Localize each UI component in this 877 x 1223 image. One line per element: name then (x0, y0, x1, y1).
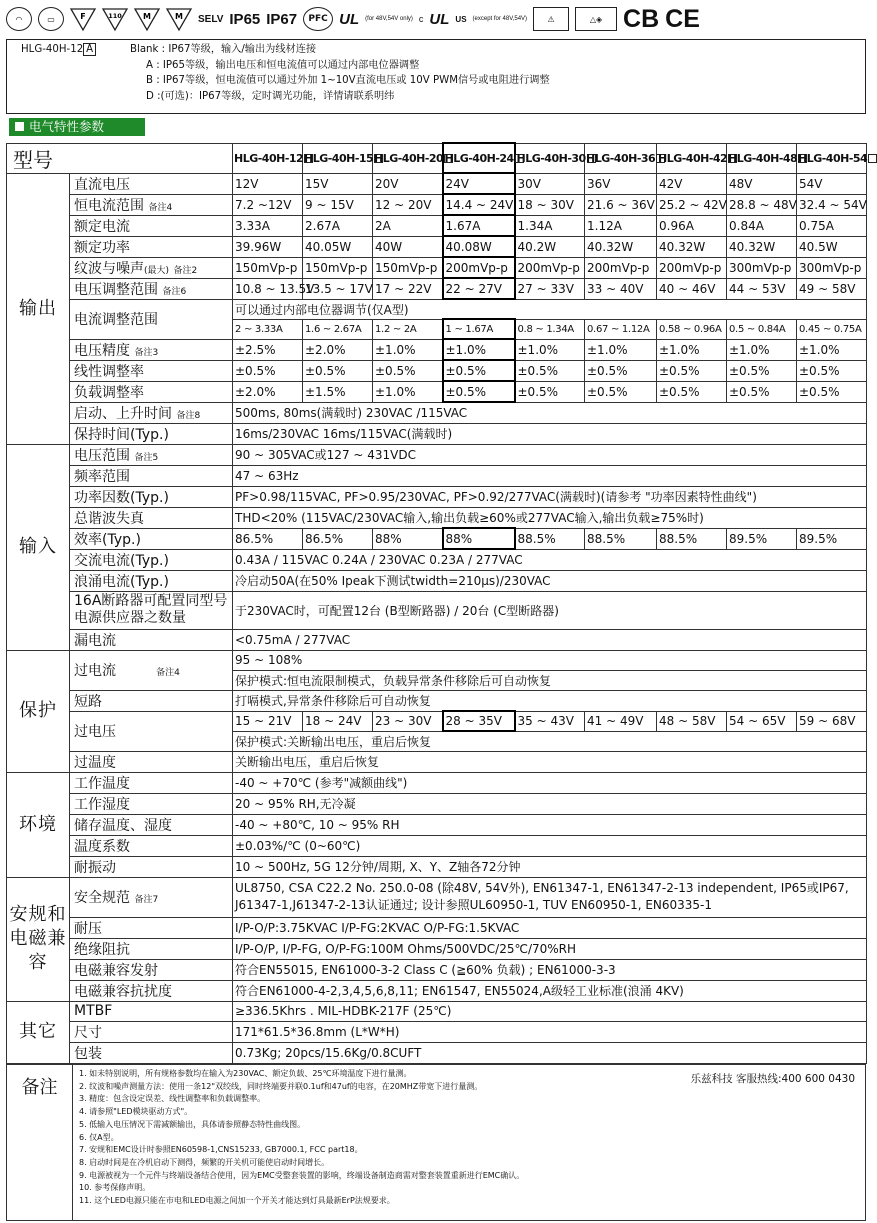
cul-us: US (455, 14, 467, 24)
value-cell: 86.5% (233, 528, 303, 549)
value-cell: 20 ~ 95% RH,无冷凝 (233, 793, 867, 814)
value-cell: ±0.5% (443, 360, 515, 381)
param-label: 纹波与噪声(最大) 备注2 (70, 257, 233, 278)
note-item: 9. 电源被视为一个元件与终端设备结合使用，因为EMC受整套装置的影响，终端设备制造商需对整套装置重新进行EMC确认。 (79, 1170, 525, 1180)
value-cell: 23 ~ 30V (373, 711, 443, 731)
param-label: 漏电流 (70, 629, 233, 650)
value-cell: 33 ~ 40V (585, 278, 657, 299)
table-row (7, 1021, 867, 1042)
110-mark-text: 110 (108, 12, 122, 20)
value-cell: 14.4 ~ 24V (443, 194, 515, 215)
model-box (868, 154, 877, 163)
param-label: 额定电流 (70, 215, 233, 236)
value-cell: 24V (443, 173, 515, 194)
value-cell: ±0.5% (443, 381, 515, 402)
value-cell: 90 ~ 305VAC或127 ~ 431VDC (233, 444, 867, 465)
value-cell: ±0.5% (303, 360, 373, 381)
value-cell: 30V (515, 173, 585, 194)
pfc-icon: PFC (303, 7, 333, 31)
value-cell: 54V (797, 173, 867, 194)
value-cell: 150mVp-p (233, 257, 303, 278)
option-model: HLG-40H-12 (21, 44, 84, 55)
value-cell: 89.5% (727, 528, 797, 549)
param-label: 功率因数(Typ.) (70, 486, 233, 507)
ip67-label: IP67 (266, 10, 298, 28)
value-cell: 0.67 ~ 1.12A (585, 319, 657, 339)
table-cell (797, 143, 867, 173)
value-cell: ±1.0% (515, 339, 585, 360)
value-cell: 0.84A (727, 215, 797, 236)
ul-logo: UL (339, 10, 360, 28)
param-label: 频率范围 (70, 465, 233, 486)
table-cell (303, 143, 373, 173)
value-cell: 88% (443, 528, 515, 549)
value-cell: 40W (373, 236, 443, 257)
model-options (6, 39, 866, 114)
value-cell: 2A (373, 215, 443, 236)
value-cell: 打嗝模式,异常条件移除后可自动恢复 (233, 690, 867, 711)
section-title: 电气特性参数 (9, 118, 145, 136)
option-line: A : IP65等级，输出电压和恒电流值可以通过内部电位器调整 (146, 59, 420, 71)
triangle-diamond-icon: △◈ (575, 7, 617, 31)
model-label: 型号 (7, 143, 233, 173)
param-label: 过电压 (70, 711, 233, 751)
value-cell: 0.96A (657, 215, 727, 236)
group-safety: 安规和电磁兼容 (7, 877, 70, 1001)
value-cell: 保护模式:关断输出电压，重启后恢复 (233, 731, 867, 751)
table-row (7, 278, 867, 299)
value-cell: 18 ~ 30V (515, 194, 585, 215)
selv-label: SELV (198, 13, 224, 25)
table-row (7, 549, 867, 570)
value-cell: 保护模式:恒电流限制模式，负载异常条件移除后可自动恢复 (233, 670, 867, 690)
table-row (7, 938, 867, 959)
value-cell: ±0.5% (515, 381, 585, 402)
value-cell: 39.96W (233, 236, 303, 257)
value-cell: ±0.5% (373, 360, 443, 381)
table-row (7, 877, 867, 917)
value-cell: 16ms/230VAC 16ms/115VAC(满载时) (233, 423, 867, 444)
cul-logo: UL (429, 10, 450, 28)
value-cell: 300mVp-p (727, 257, 797, 278)
value-cell: 12V (233, 173, 303, 194)
param-label: 电流调整范围 (70, 299, 233, 339)
model-name: HLG-40H-42 (658, 151, 728, 165)
param-label: 启动、上升时间 备注8 (70, 402, 233, 423)
value-cell: 28 ~ 35V (443, 711, 515, 731)
notes-list (79, 1068, 524, 1208)
param-label: 工作温度 (70, 772, 233, 793)
value-cell: PF>0.98/115VAC, PF>0.95/230VAC, PF>0.92/277VAC(满载时)(请参考 "功率因素特性曲线") (233, 486, 867, 507)
value-cell: 88.5% (585, 528, 657, 549)
table-row (7, 959, 867, 980)
value-cell: ±0.5% (797, 381, 867, 402)
param-label: 耐压 (70, 917, 233, 938)
mm-mark-text: M (175, 12, 183, 21)
param-label: 总谐波失真 (70, 507, 233, 528)
model-row (7, 143, 867, 173)
value-cell: 于230VAC时，可配置12台 (B型断路器) / 20台 (C型断路器) (233, 591, 867, 629)
value-cell: ±0.5% (727, 360, 797, 381)
value-cell: 25.2 ~ 42V (657, 194, 727, 215)
value-cell: 可以通过内部电位器调节(仅A型) (233, 299, 867, 319)
table-row (7, 486, 867, 507)
note-item: 1. 如未特别说明，所有规格参数均在输入为230VAC、额定负载、25℃环境温度下进行量测。 (79, 1069, 412, 1078)
value-cell: 28.8 ~ 48V (727, 194, 797, 215)
gs-mark-icon: ⚠ (533, 7, 569, 31)
table-row (7, 360, 867, 381)
table-row (7, 423, 867, 444)
value-cell: I/P-O/P, I/P-FG, O/P-FG:100M Ohms/500VDC/25℃/70%RH (233, 938, 867, 959)
table-row (7, 650, 867, 670)
value-cell: ±0.5% (797, 360, 867, 381)
param-label: 温度系数 (70, 835, 233, 856)
note-item: 7. 安规和EMC设计时参照EN60598-1,CNS15233, GB7000.1, FCC part18。 (79, 1145, 363, 1155)
param-label: 电压范围 备注5 (70, 444, 233, 465)
value-cell: 95 ~ 108% (233, 650, 867, 670)
table-row (7, 507, 867, 528)
param-label: 负载调整率 (70, 381, 233, 402)
table-row (7, 980, 867, 1001)
value-cell: 0.73Kg; 20pcs/15.6Kg/0.8CUFT (233, 1042, 867, 1063)
value-cell: 41 ~ 49V (585, 711, 657, 731)
note-item: 6. 仅A型。 (79, 1132, 119, 1142)
table-cell (585, 143, 657, 173)
model-name: HLG-40H-54 (798, 151, 868, 165)
value-cell: 0.58 ~ 0.96A (657, 319, 727, 339)
value-cell: 48 ~ 58V (657, 711, 727, 731)
value-cell: 40.32W (657, 236, 727, 257)
value-cell: 22 ~ 27V (443, 278, 515, 299)
value-cell: ±1.0% (727, 339, 797, 360)
value-cell: 200mVp-p (515, 257, 585, 278)
value-cell: ±0.03%/℃ (0~60℃) (233, 835, 867, 856)
value-cell: 40.32W (727, 236, 797, 257)
value-cell: 47 ~ 63Hz (233, 465, 867, 486)
value-cell: I/P-O/P:3.75KVAC I/P-FG:2KVAC O/P-FG:1.5KVAC (233, 917, 867, 938)
table-cell (515, 143, 585, 173)
param-label: 包装 (70, 1042, 233, 1063)
value-cell: 1.67A (443, 215, 515, 236)
ce-logo: CE (665, 4, 700, 33)
value-cell: 40.32W (585, 236, 657, 257)
value-cell: ±1.5% (303, 381, 373, 402)
value-cell: ±0.5% (233, 360, 303, 381)
param-label: MTBF (70, 1001, 233, 1021)
table-row (7, 711, 867, 731)
note-item: 10. 参考保修声明。 (79, 1183, 151, 1193)
group-protection: 保护 (7, 650, 70, 772)
value-cell: 冷启动50A(在50% Ipeak下测试twidth=210μs)/230VAC (233, 570, 867, 591)
enclosure-icon: ▭ (38, 7, 64, 31)
value-cell: ±0.5% (727, 381, 797, 402)
table-row (7, 1001, 867, 1021)
note-item: 8. 启动时间是在冷机启动下测得，频繁的开关机可能使启动时间增长。 (79, 1157, 330, 1167)
param-label: 电压调整范围 备注6 (70, 278, 233, 299)
table-row (7, 528, 867, 549)
mm-mark-icon (166, 7, 192, 31)
group-environment: 环境 (7, 772, 70, 877)
table-row (7, 173, 867, 194)
110-mark-icon (102, 7, 128, 31)
table-row (7, 751, 867, 772)
table-row (7, 570, 867, 591)
value-cell: 1 ~ 1.67A (443, 319, 515, 339)
value-cell: ±1.0% (373, 339, 443, 360)
param-label: 额定功率 (70, 236, 233, 257)
value-cell: 88% (373, 528, 443, 549)
option-model-box: A (83, 43, 96, 56)
value-cell: -40 ~ +80℃, 10 ~ 95% RH (233, 814, 867, 835)
m-mark-icon (134, 7, 160, 31)
value-cell: 13.5 ~ 17V (303, 278, 373, 299)
param-label: 尺寸 (70, 1021, 233, 1042)
value-cell: 88.5% (515, 528, 585, 549)
cul-c: c (418, 14, 424, 24)
note-item: 3. 精度：包含设定误差、线性调整率和负载调整率。 (79, 1094, 266, 1104)
value-cell: 150mVp-p (373, 257, 443, 278)
square-bullet-icon (15, 122, 24, 131)
param-label: 交流电流(Typ.) (70, 549, 233, 570)
param-label: 安全规范 备注7 (70, 877, 233, 917)
model-name: HLG-40H-36 (586, 151, 656, 165)
value-cell: 10.8 ~ 13.5V (233, 278, 303, 299)
value-cell: 200mVp-p (657, 257, 727, 278)
value-cell: 171*61.5*36.8mm (L*W*H) (233, 1021, 867, 1042)
param-label: 保持时间(Typ.) (70, 423, 233, 444)
hotline: 乐兹科技 客服热线:400 600 0430 (690, 1073, 855, 1085)
note-item: 11. 这个LED电源只能在市电和LED电源之间加一个开关才能达到灯具最新ErP法规要求。 (79, 1196, 395, 1206)
f-mark-text: F (80, 12, 86, 21)
table-row (7, 257, 867, 278)
value-cell: 40.05W (303, 236, 373, 257)
note-item: 2. 纹波和噪声测量方法：使用一条12"双绞线，同时终端要并联0.1uf和47uf的电容，在20MHZ带宽下进行量测。 (79, 1081, 483, 1091)
value-cell: 0.5 ~ 0.84A (727, 319, 797, 339)
param-label: 效率(Typ.) (70, 528, 233, 549)
value-cell: ±1.0% (585, 339, 657, 360)
notes-label: 备注 (7, 1065, 73, 1220)
param-label: 电磁兼容抗扰度 (70, 980, 233, 1001)
value-cell: 9 ~ 15V (303, 194, 373, 215)
value-cell: THD<20% (115VAC/230VAC输入,输出负载≥60%或277VAC输入,输出负载≥75%时) (233, 507, 867, 528)
group-output: 输出 (7, 173, 70, 444)
param-label: 绝缘阻抗 (70, 938, 233, 959)
param-label: 浪涌电流(Typ.) (70, 570, 233, 591)
table-row (7, 339, 867, 360)
table-row (7, 835, 867, 856)
table-cell (443, 143, 515, 173)
param-label: 直流电压 (70, 173, 233, 194)
value-cell: 86.5% (303, 528, 373, 549)
table-row (7, 1042, 867, 1063)
param-label: 过温度 (70, 751, 233, 772)
value-cell: UL8750, CSA C22.2 No. 250.0-08 (除48V, 54V外), EN61347-1, EN61347-2-13 independent, IP65或IP67, J61347-1,J61347-2-13认证通过; 设计参照UL60950-1, TUV EN60950-1, EN60335-1 (233, 877, 867, 917)
m-mark-text: M (143, 12, 151, 21)
value-cell: 12 ~ 20V (373, 194, 443, 215)
option-line: D :(可选)：IP67等级，定时调光功能，详情请联系明纬 (146, 90, 395, 102)
value-cell: ±0.5% (515, 360, 585, 381)
value-cell: 150mVp-p (303, 257, 373, 278)
value-cell: ±2.0% (303, 339, 373, 360)
value-cell: ±0.5% (585, 360, 657, 381)
table-row (7, 444, 867, 465)
group-input: 输入 (7, 444, 70, 650)
table-row (7, 465, 867, 486)
value-cell: 21.6 ~ 36V (585, 194, 657, 215)
table-row (7, 194, 867, 215)
table-row (7, 402, 867, 423)
value-cell: 10 ~ 500Hz, 5G 12分钟/周期, X、Y、Z轴各72分钟 (233, 856, 867, 877)
table-row (7, 856, 867, 877)
value-cell: 27 ~ 33V (515, 278, 585, 299)
table-cell (727, 143, 797, 173)
value-cell: ±2.5% (233, 339, 303, 360)
table-cell (233, 143, 303, 173)
safety-mark-icon: ◠ (6, 7, 32, 31)
param-label: 过电流 备注4 (70, 650, 233, 690)
param-label: 线性调整率 (70, 360, 233, 381)
model-name: HLG-40H-24 (444, 151, 514, 165)
value-cell: 32.4 ~ 54V (797, 194, 867, 215)
value-cell: 1.34A (515, 215, 585, 236)
value-cell: 300mVp-p (797, 257, 867, 278)
model-name: HLG-40H-30 (516, 151, 586, 165)
value-cell: ±2.0% (233, 381, 303, 402)
value-cell: 2 ~ 3.33A (233, 319, 303, 339)
table-row (7, 690, 867, 711)
value-cell: 0.43A / 115VAC 0.24A / 230VAC 0.23A / 277VAC (233, 549, 867, 570)
value-cell: 48V (727, 173, 797, 194)
note-item: 5. 低输入电压情况下需减额输出，具体请参照静态特性曲线图。 (79, 1119, 306, 1129)
value-cell: 1.6 ~ 2.67A (303, 319, 373, 339)
table-cell (657, 143, 727, 173)
param-label: 耐振动 (70, 856, 233, 877)
value-cell: 40.5W (797, 236, 867, 257)
table-row (7, 793, 867, 814)
value-cell: 200mVp-p (585, 257, 657, 278)
model-name: HLG-40H-12 (234, 151, 304, 165)
table-row (7, 917, 867, 938)
value-cell: ±1.0% (797, 339, 867, 360)
table-row (7, 381, 867, 402)
notes-section (6, 1064, 866, 1221)
value-cell: ±0.5% (657, 360, 727, 381)
param-label: 16A断路器可配置同型号电源供应器之数量 (70, 591, 233, 629)
value-cell: 44 ~ 53V (727, 278, 797, 299)
param-label: 电压精度 备注3 (70, 339, 233, 360)
cul-note: (except for 48V,54V) (472, 16, 528, 22)
ip65-label: IP65 (229, 10, 261, 28)
value-cell: 17 ~ 22V (373, 278, 443, 299)
value-cell: -40 ~ +70℃ (参考"减额曲线") (233, 772, 867, 793)
param-label: 工作湿度 (70, 793, 233, 814)
option-line: Blank : IP67等级，输入/输出为线材连接 (130, 44, 317, 55)
value-cell: 40.2W (515, 236, 585, 257)
value-cell: ±0.5% (585, 381, 657, 402)
value-cell: 49 ~ 58V (797, 278, 867, 299)
value-cell: 40.08W (443, 236, 515, 257)
value-cell: ±1.0% (373, 381, 443, 402)
param-label: 电磁兼容发射 (70, 959, 233, 980)
value-cell: 3.33A (233, 215, 303, 236)
value-cell: 88.5% (657, 528, 727, 549)
value-cell: 500ms, 80ms(满载时) 230VAC /115VAC (233, 402, 867, 423)
model-name: HLG-40H-20 (374, 151, 444, 165)
value-cell: 0.45 ~ 0.75A (797, 319, 867, 339)
model-name: HLG-40H-48 (728, 151, 798, 165)
table-row (7, 591, 867, 629)
value-cell: 1.12A (585, 215, 657, 236)
param-label: 恒电流范围 备注4 (70, 194, 233, 215)
value-cell: 35 ~ 43V (515, 711, 585, 731)
table-row (7, 629, 867, 650)
value-cell: 1.2 ~ 2A (373, 319, 443, 339)
option-line: B : IP67等级，恒电流值可以通过外加 1~10V直流电压或 10V PWM信号或电阻进行调整 (146, 75, 550, 86)
value-cell: 54 ~ 65V (727, 711, 797, 731)
value-cell: 15V (303, 173, 373, 194)
table-cell (373, 143, 443, 173)
f-mark-icon (70, 7, 96, 31)
table-row (7, 772, 867, 793)
model-name: HLG-40H-15 (304, 151, 374, 165)
table-row (7, 215, 867, 236)
value-cell: 15 ~ 21V (233, 711, 303, 731)
value-cell: 符合EN55015, EN61000-3-2 Class C (≧60% 负载) ; EN61000-3-3 (233, 959, 867, 980)
table-row (7, 236, 867, 257)
value-cell: 符合EN61000-4-2,3,4,5,6,8,11; EN61547, EN55024,A级轻工业标准(浪涌 4KV) (233, 980, 867, 1001)
group-other: 其它 (7, 1001, 70, 1063)
value-cell: 42V (657, 173, 727, 194)
certification-bar (0, 0, 870, 38)
param-label: 短路 (70, 690, 233, 711)
value-cell: 关断输出电压，重启后恢复 (233, 751, 867, 772)
value-cell: ±1.0% (443, 339, 515, 360)
value-cell: 0.8 ~ 1.34A (515, 319, 585, 339)
value-cell: 40 ~ 46V (657, 278, 727, 299)
table-row (7, 299, 867, 319)
cb-logo: CB (623, 4, 660, 33)
table-row (7, 814, 867, 835)
value-cell: 2.67A (303, 215, 373, 236)
value-cell: 89.5% (797, 528, 867, 549)
value-cell: 200mVp-p (443, 257, 515, 278)
note-item: 4. 请参照"LED模块驱动方式"。 (79, 1107, 193, 1117)
value-cell: <0.75mA / 277VAC (233, 629, 867, 650)
value-cell: 7.2 ~12V (233, 194, 303, 215)
ul-note: (for 48V,54V only) (365, 16, 413, 22)
value-cell: 20V (373, 173, 443, 194)
value-cell: ≥336.5Khrs . MIL-HDBK-217F (25℃) (233, 1001, 867, 1021)
value-cell: ±1.0% (657, 339, 727, 360)
value-cell: 59 ~ 68V (797, 711, 867, 731)
value-cell: 0.75A (797, 215, 867, 236)
value-cell: ±0.5% (657, 381, 727, 402)
spec-table (6, 142, 867, 1064)
value-cell: 18 ~ 24V (303, 711, 373, 731)
param-label: 储存温度、湿度 (70, 814, 233, 835)
value-cell: 36V (585, 173, 657, 194)
